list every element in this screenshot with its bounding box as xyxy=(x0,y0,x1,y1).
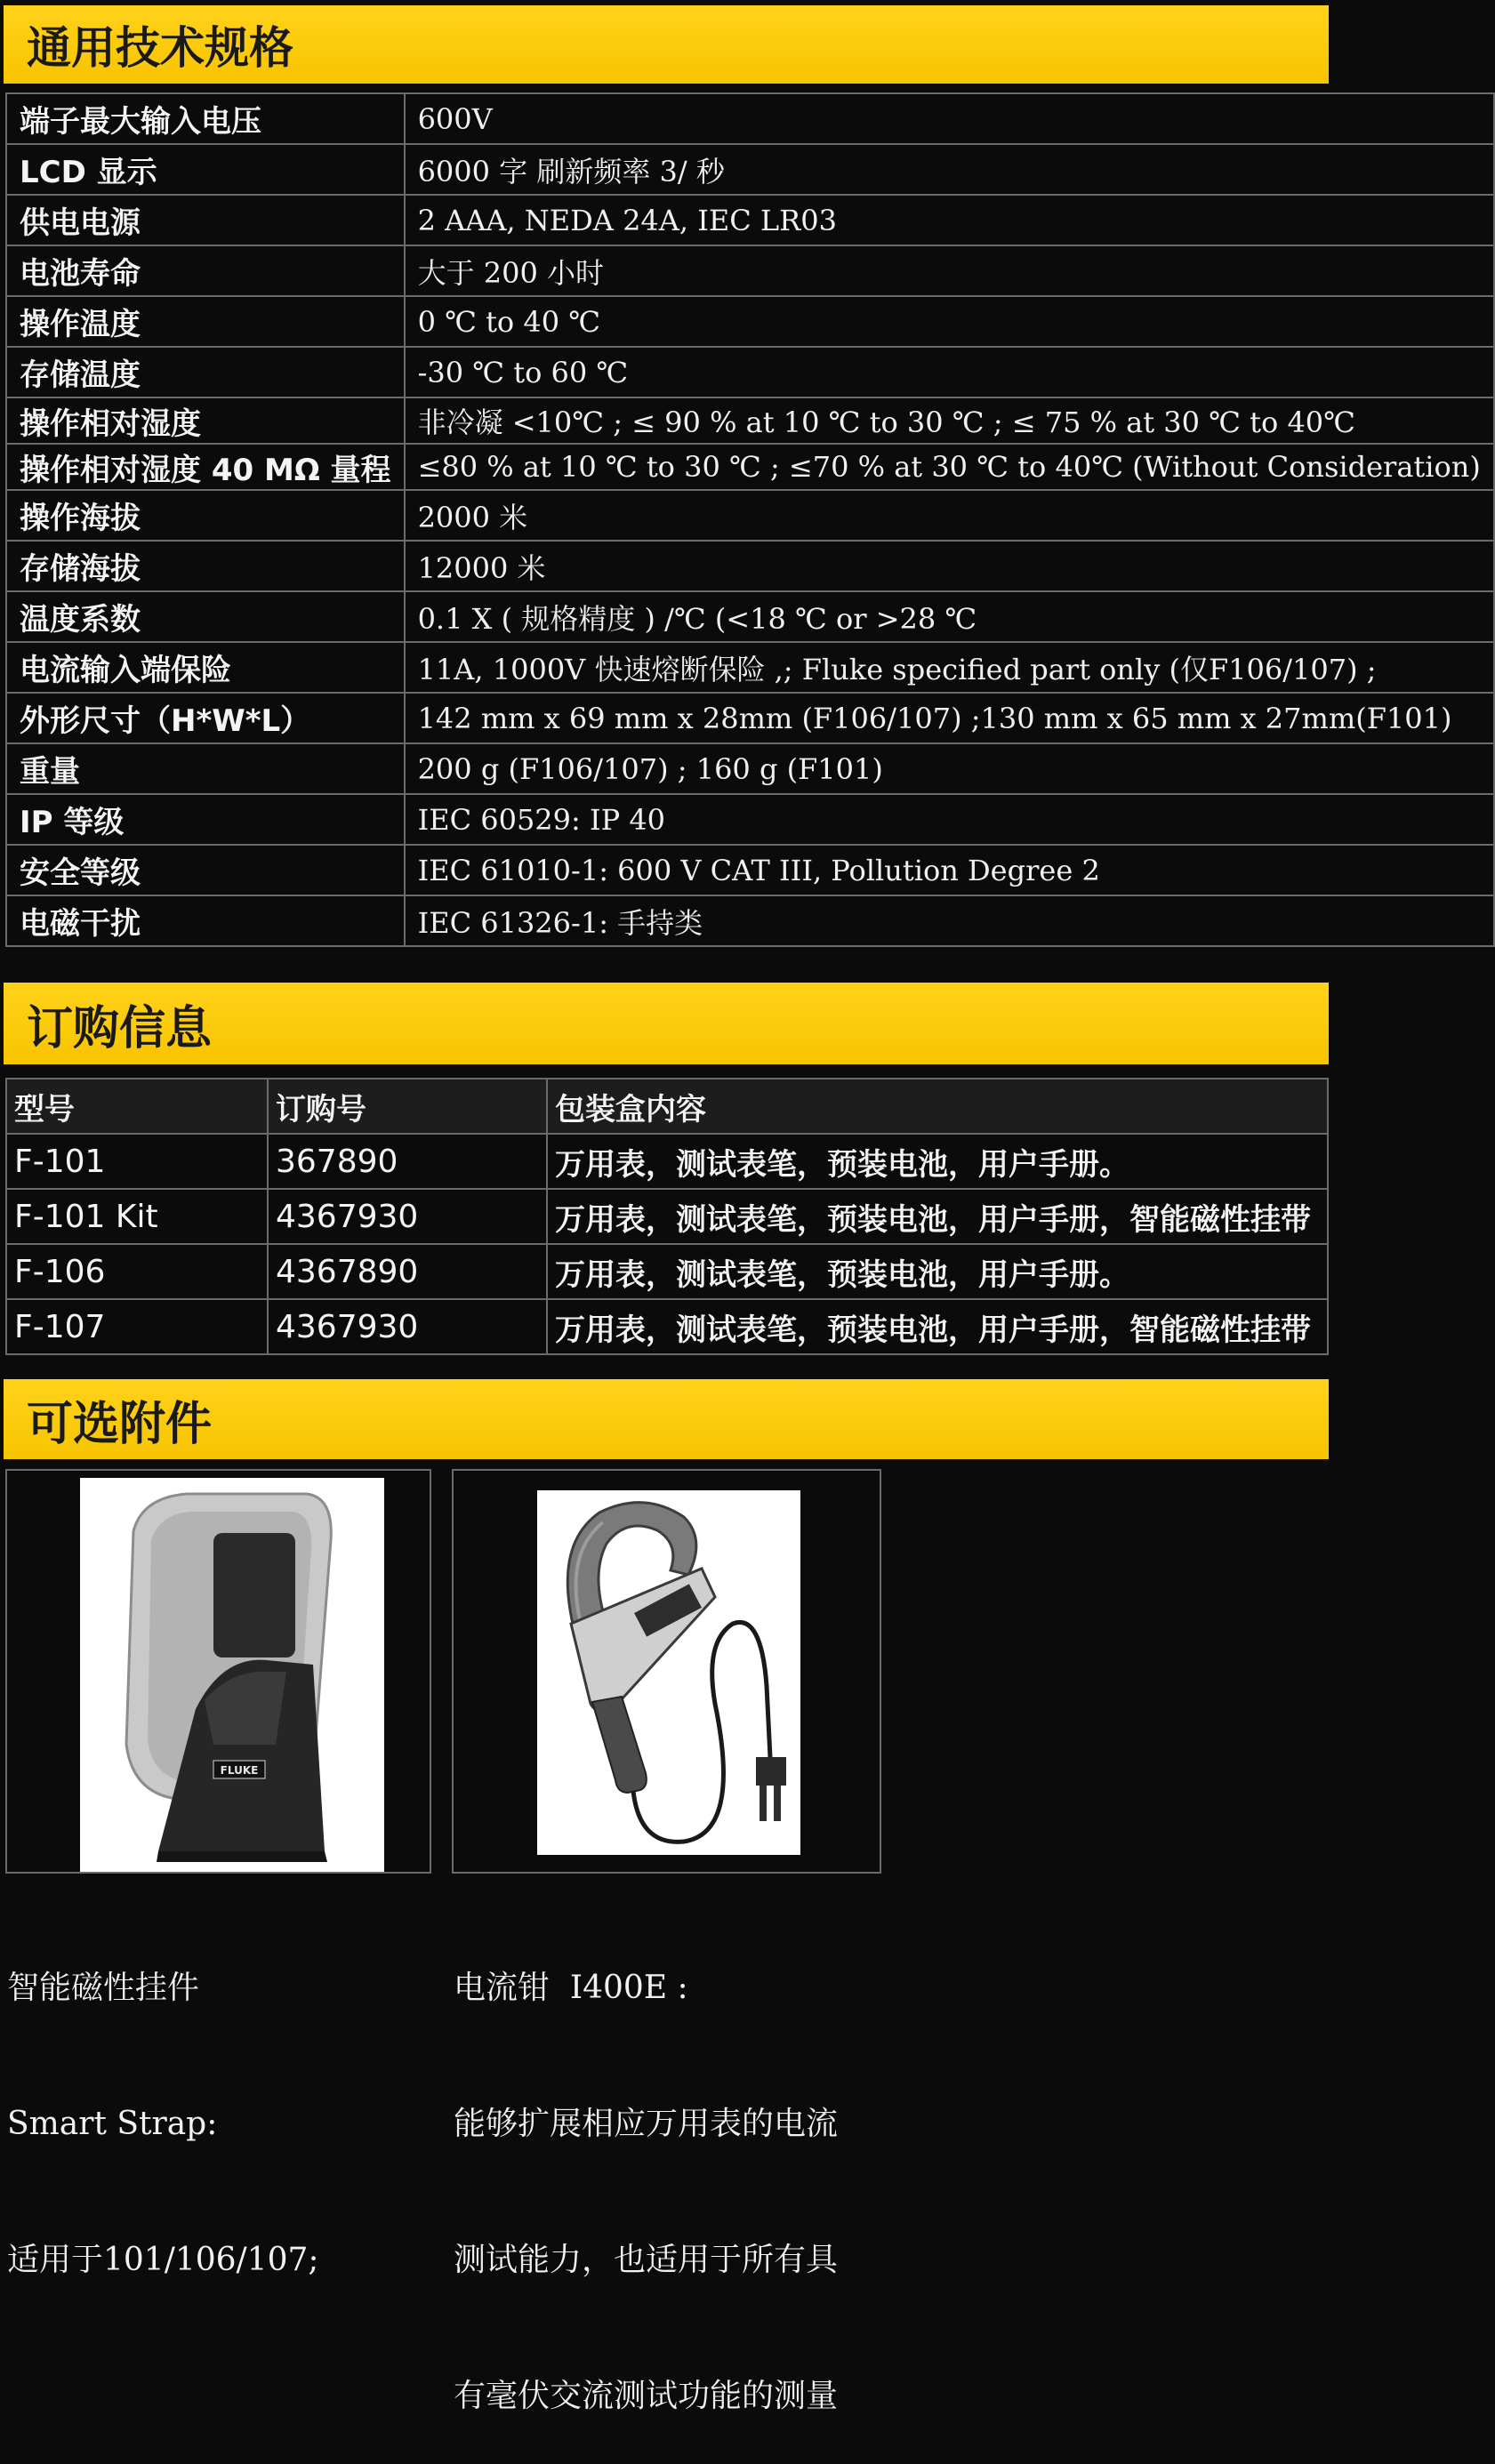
order-contents: 万用表，测试表笔，预装电池，用户手册，智能磁性挂带 xyxy=(547,1189,1328,1244)
spec-value: -30 ℃ to 60 ℃ xyxy=(405,347,1494,397)
spec-label: 电流输入端保险 xyxy=(6,642,405,693)
accessory-caption-current-clamp xyxy=(454,1874,838,2464)
spec-label: 电磁干扰 xyxy=(6,895,405,946)
order-number: 4367930 xyxy=(268,1189,547,1244)
spec-value: 2000 米 xyxy=(405,490,1494,541)
spec-label: 操作温度 xyxy=(6,296,405,347)
spec-row xyxy=(6,794,1494,845)
spec-row xyxy=(6,693,1494,743)
spec-row xyxy=(6,444,1494,490)
order-contents: 万用表，测试表笔，预装电池，用户手册。 xyxy=(547,1244,1328,1299)
spec-value: 11A, 1000V 快速熔断保险 ,; Fluke specified part only (仅F106/107) ; xyxy=(405,642,1494,693)
spec-label: 存储海拔 xyxy=(6,541,405,591)
spec-label: 操作相对湿度 xyxy=(6,397,405,444)
spec-row xyxy=(6,490,1494,541)
order-row xyxy=(6,1189,1328,1244)
smart-strap-image xyxy=(80,1478,384,1872)
spec-label: 温度系数 xyxy=(6,591,405,642)
spec-row xyxy=(6,845,1494,895)
order-model: F-101 Kit xyxy=(6,1189,268,1244)
spec-value: 12000 米 xyxy=(405,541,1494,591)
current-clamp-illustration xyxy=(537,1490,800,1855)
spec-row xyxy=(6,591,1494,642)
spec-value: 142 mm x 69 mm x 28mm (F106/107) ;130 mm x 65 mm x 27mm(F101) xyxy=(405,693,1494,743)
order-header-model: 型号 xyxy=(6,1079,268,1134)
order-header-row xyxy=(6,1079,1328,1134)
spec-label: 端子最大输入电压 xyxy=(6,93,405,144)
order-row xyxy=(6,1244,1328,1299)
spec-value: IEC 60529: IP 40 xyxy=(405,794,1494,845)
spec-row xyxy=(6,895,1494,946)
spec-row xyxy=(6,296,1494,347)
caption-line: 智能磁性挂件 xyxy=(7,1970,200,2006)
accessory-caption-smart-strap xyxy=(7,1874,319,2328)
current-clamp-image xyxy=(537,1490,800,1855)
order-model: F-106 xyxy=(6,1244,268,1299)
order-header-number: 订购号 xyxy=(268,1079,547,1134)
accessory-card-current-clamp xyxy=(452,1469,881,1874)
spec-row xyxy=(6,144,1494,195)
fluke-logo: FLUKE xyxy=(220,1764,259,1777)
spec-value: 600V xyxy=(405,93,1494,144)
spec-value: 大于 200 小时 xyxy=(405,245,1494,296)
spec-value: 0 ℃ to 40 ℃ xyxy=(405,296,1494,347)
spec-label: 重量 xyxy=(6,743,405,794)
caption-line: Smart Strap: xyxy=(7,2106,218,2142)
spec-value: IEC 61326-1: 手持类 xyxy=(405,895,1494,946)
spec-label: 安全等级 xyxy=(6,845,405,895)
spec-row xyxy=(6,642,1494,693)
order-model: F-107 xyxy=(6,1299,268,1354)
caption-line: 有毫伏交流测试功能的测量 xyxy=(454,2378,839,2414)
specs-table xyxy=(5,92,1495,947)
spec-label: 存储温度 xyxy=(6,347,405,397)
spec-label: 外形尺寸（H*W*L） xyxy=(6,693,405,743)
spec-row xyxy=(6,743,1494,794)
order-row xyxy=(6,1134,1328,1189)
order-header-contents: 包装盒内容 xyxy=(547,1079,1328,1134)
spec-label: 电池寿命 xyxy=(6,245,405,296)
order-number: 367890 xyxy=(268,1134,547,1189)
order-number: 4367890 xyxy=(268,1244,547,1299)
caption-line: 测试能力，也适用于所有具 xyxy=(454,2242,839,2278)
order-section-title: 订购信息 xyxy=(4,983,1329,1064)
spec-label: 操作海拔 xyxy=(6,490,405,541)
spec-row xyxy=(6,195,1494,245)
spec-value: ≤80 % at 10 ℃ to 30 ℃ ; ≤70 % at 30 ℃ to 40℃ (Without Consideration) xyxy=(405,444,1494,490)
spec-label: 供电电源 xyxy=(6,195,405,245)
spec-label: IP 等级 xyxy=(6,794,405,845)
spec-row xyxy=(6,93,1494,144)
order-number: 4367930 xyxy=(268,1299,547,1354)
specs-section-title: 通用技术规格 xyxy=(4,5,1329,84)
spec-row xyxy=(6,347,1494,397)
order-row xyxy=(6,1299,1328,1354)
caption-line: 能够扩展相应万用表的电流 xyxy=(454,2106,839,2142)
spec-row xyxy=(6,245,1494,296)
spec-value: 2 AAA, NEDA 24A, IEC LR03 xyxy=(405,195,1494,245)
spec-row xyxy=(6,397,1494,444)
spec-value: 6000 字 刷新频率 3/ 秒 xyxy=(405,144,1494,195)
order-table xyxy=(5,1078,1329,1355)
spec-value: IEC 61010-1: 600 V CAT III, Pollution Degree 2 xyxy=(405,845,1494,895)
spec-label: LCD 显示 xyxy=(6,144,405,195)
spec-value: 200 g (F106/107) ; 160 g (F101) xyxy=(405,743,1494,794)
smart-strap-illustration xyxy=(80,1478,384,1872)
caption-line: 电流钳 I400E : xyxy=(454,1970,688,2006)
spec-value: 0.1 X ( 规格精度 ) /℃ (<18 ℃ or >28 ℃ xyxy=(405,591,1494,642)
accessories-section-title: 可选附件 xyxy=(4,1379,1329,1459)
accessory-card-smart-strap xyxy=(5,1469,431,1874)
order-contents: 万用表，测试表笔，预装电池，用户手册。 xyxy=(547,1134,1328,1189)
spec-row xyxy=(6,541,1494,591)
spec-label: 操作相对湿度 40 MΩ 量程 xyxy=(6,444,405,490)
caption-line: 适用于101/106/107; xyxy=(7,2242,319,2278)
order-contents: 万用表，测试表笔，预装电池，用户手册，智能磁性挂带 xyxy=(547,1299,1328,1354)
order-model: F-101 xyxy=(6,1134,268,1189)
spec-value: 非冷凝 <10℃ ; ≤ 90 % at 10 ℃ to 30 ℃ ; ≤ 75 % at 30 ℃ to 40℃ xyxy=(405,397,1494,444)
